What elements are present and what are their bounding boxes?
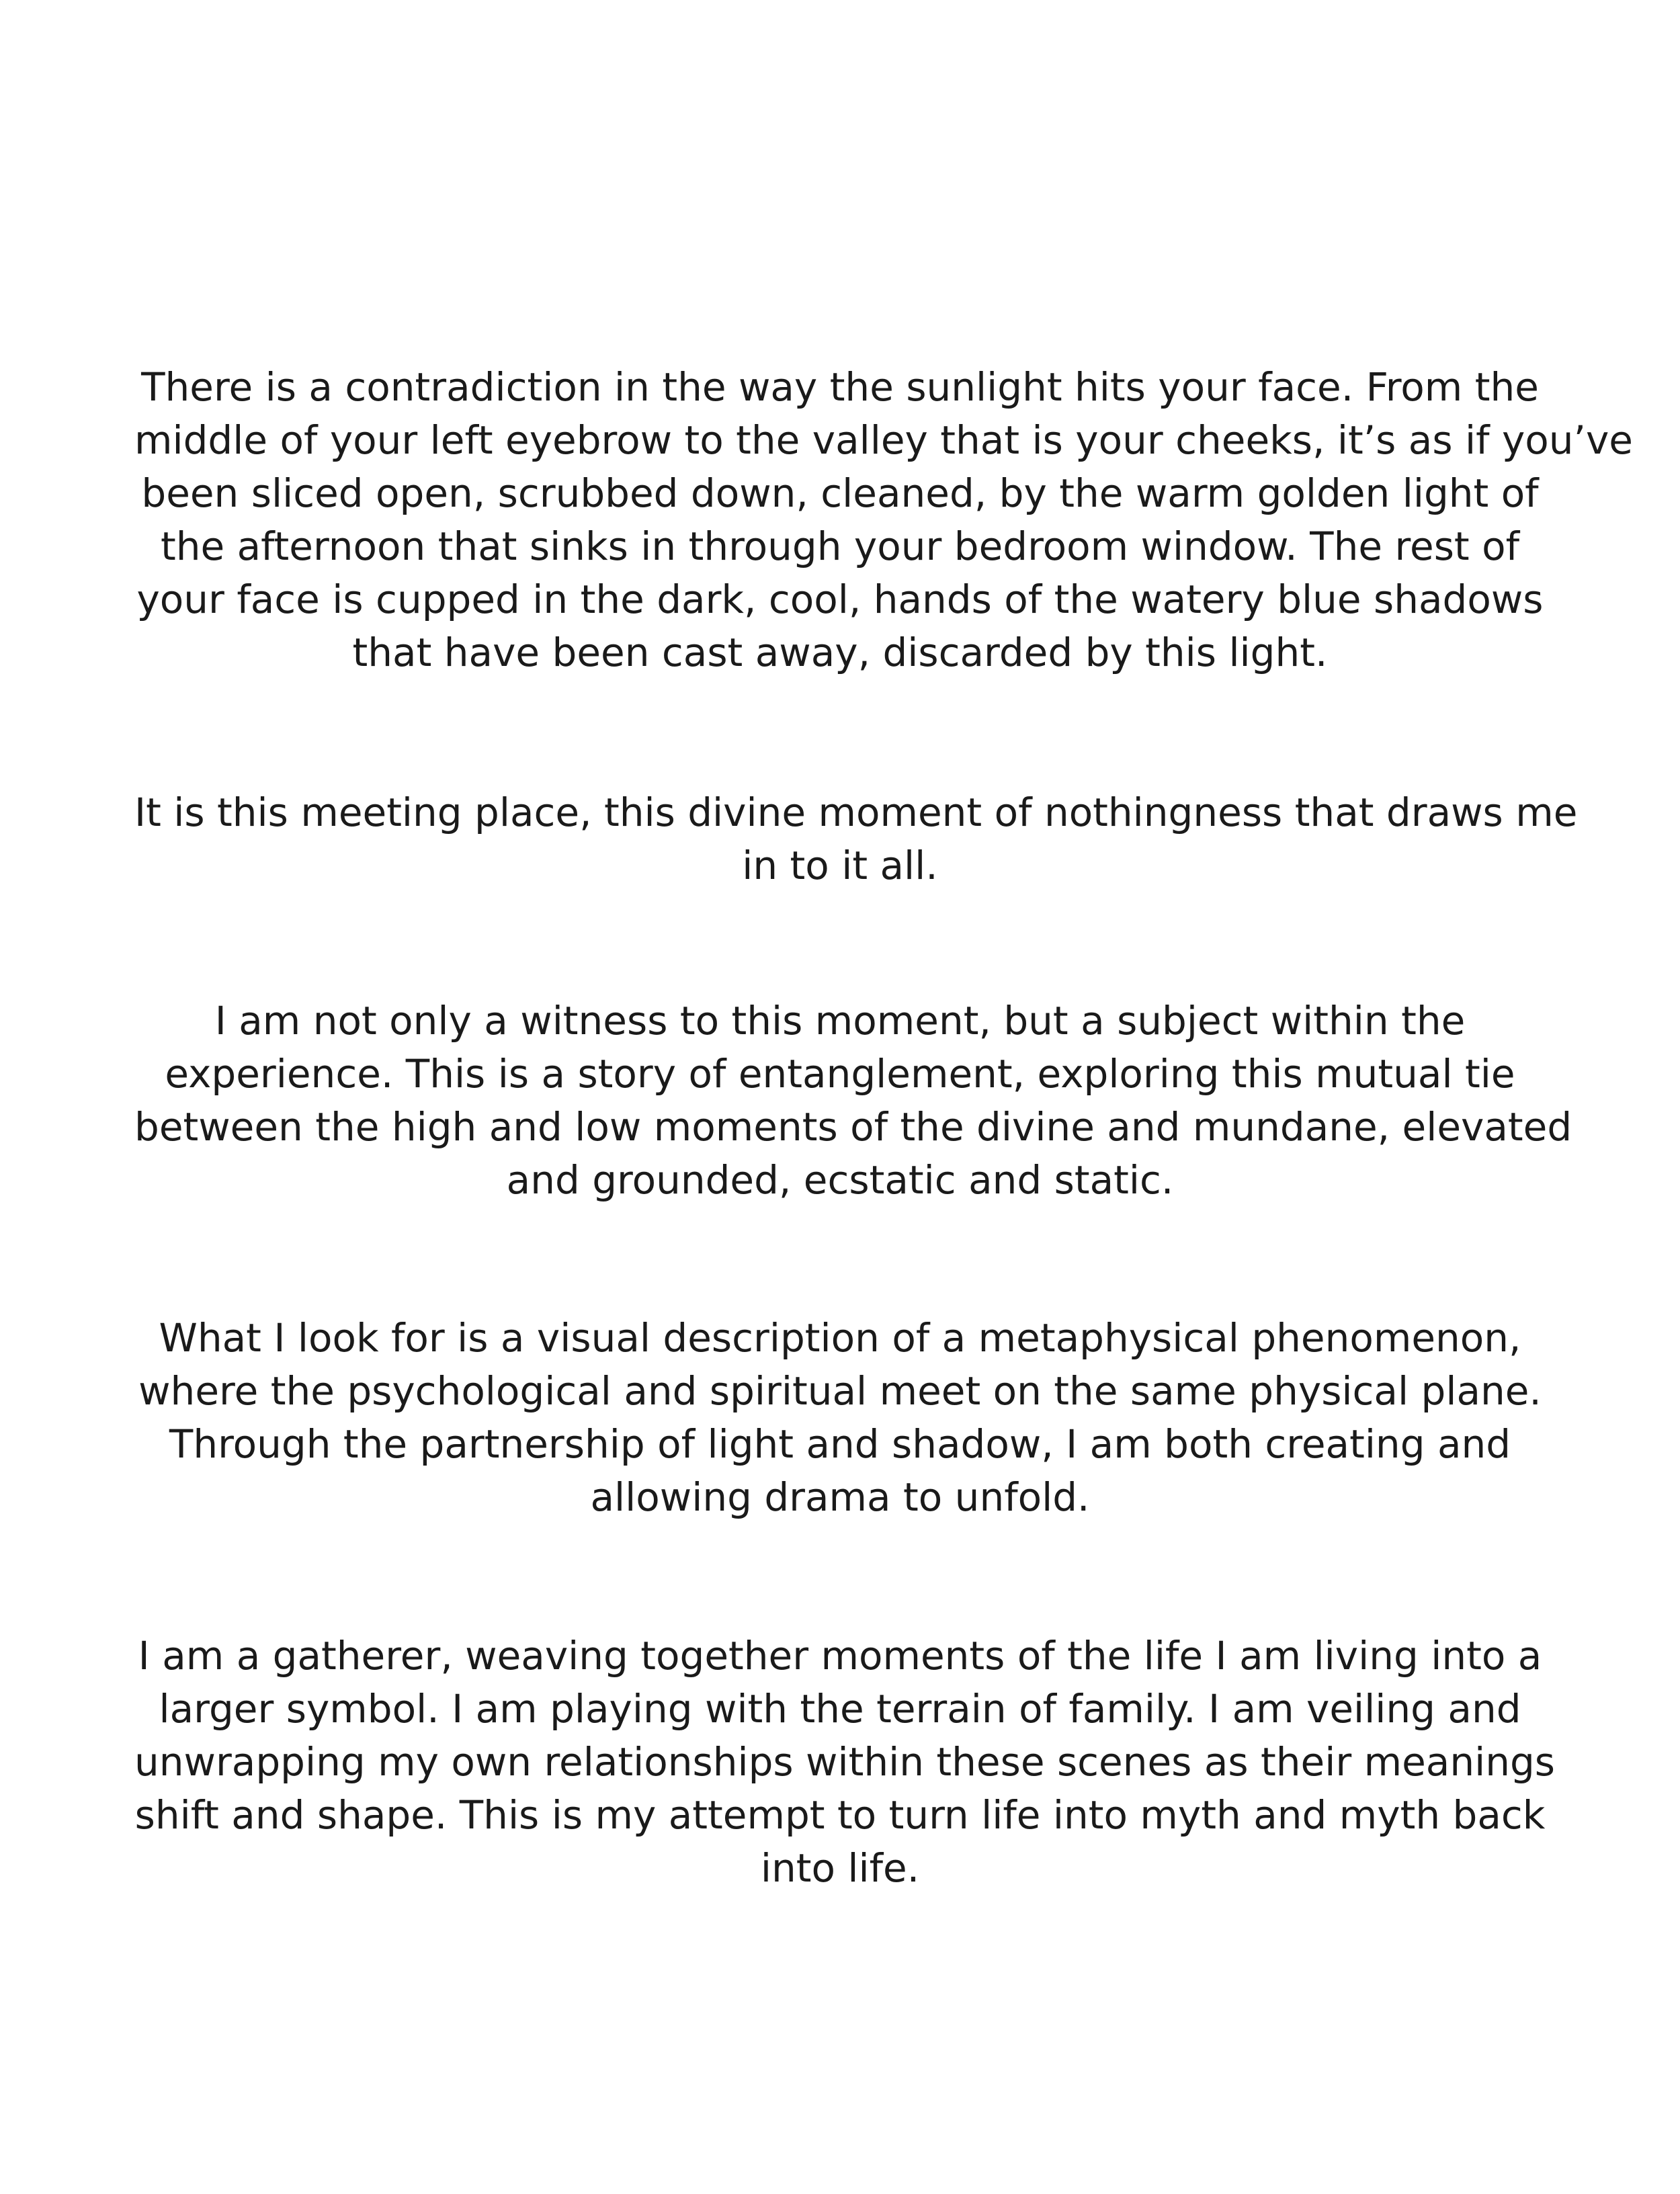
paragraph-line: in to it all.	[742, 843, 938, 888]
paragraph-line: allowing drama to unfold.	[590, 1474, 1090, 1520]
paragraph-line: experience. This is a story of entanglement, exploring this mutual tie	[165, 1051, 1515, 1097]
paragraph-line: I am not only a witness to this moment, but a subject within the	[214, 998, 1466, 1044]
paragraph-line: shift and shape. This is my attempt to turn life into myth and myth back	[134, 1792, 1546, 1838]
paragraph-line: Through the partnership of light and shadow, I am both creating and	[169, 1421, 1511, 1467]
paragraph-line: It is this meeting place, this divine moment of nothingness that draws me	[134, 790, 1578, 835]
paragraph-line: I am a gatherer, weaving together moments of the life I am living into a	[138, 1633, 1542, 1679]
paragraph-line: What I look for is a visual description of a metaphysical phenomenon,	[159, 1315, 1521, 1361]
paragraph-line: unwrapping my own relationships within these scenes as their meanings	[134, 1739, 1555, 1785]
paragraph-line: been sliced open, scrubbed down, cleaned, by the warm golden light of	[141, 470, 1539, 516]
paragraph-line: between the high and low moments of the divine and mundane, elevated	[134, 1104, 1572, 1150]
paragraph-line: There is a contradiction in the way the sunlight hits your face. From the	[141, 364, 1539, 410]
paragraph-line: the afternoon that sinks in through your bedroom window. The rest of	[160, 523, 1520, 569]
paragraph-line: that have been cast away, discarded by this light.	[352, 630, 1328, 675]
paragraph-line: and grounded, ecstatic and static.	[506, 1157, 1174, 1203]
paragraph-line: into life.	[760, 1845, 920, 1891]
paragraph-line: your face is cupped in the dark, cool, hands of the watery blue shadows	[136, 577, 1544, 622]
paragraph-line: larger symbol. I am playing with the terrain of family. I am veiling and	[159, 1686, 1521, 1732]
paragraph-2	[134, 786, 1578, 892]
paragraph-line: middle of your left eyebrow to the valley that is your cheeks, it’s as if you’ve	[134, 417, 1633, 463]
paragraph-5	[134, 1630, 1555, 1895]
paragraph-4	[134, 1312, 1546, 1524]
paragraph-1	[134, 361, 1633, 679]
paragraph-line: where the psychological and spiritual meet on the same physical plane.	[138, 1368, 1542, 1414]
paragraph-3	[134, 995, 1572, 1207]
